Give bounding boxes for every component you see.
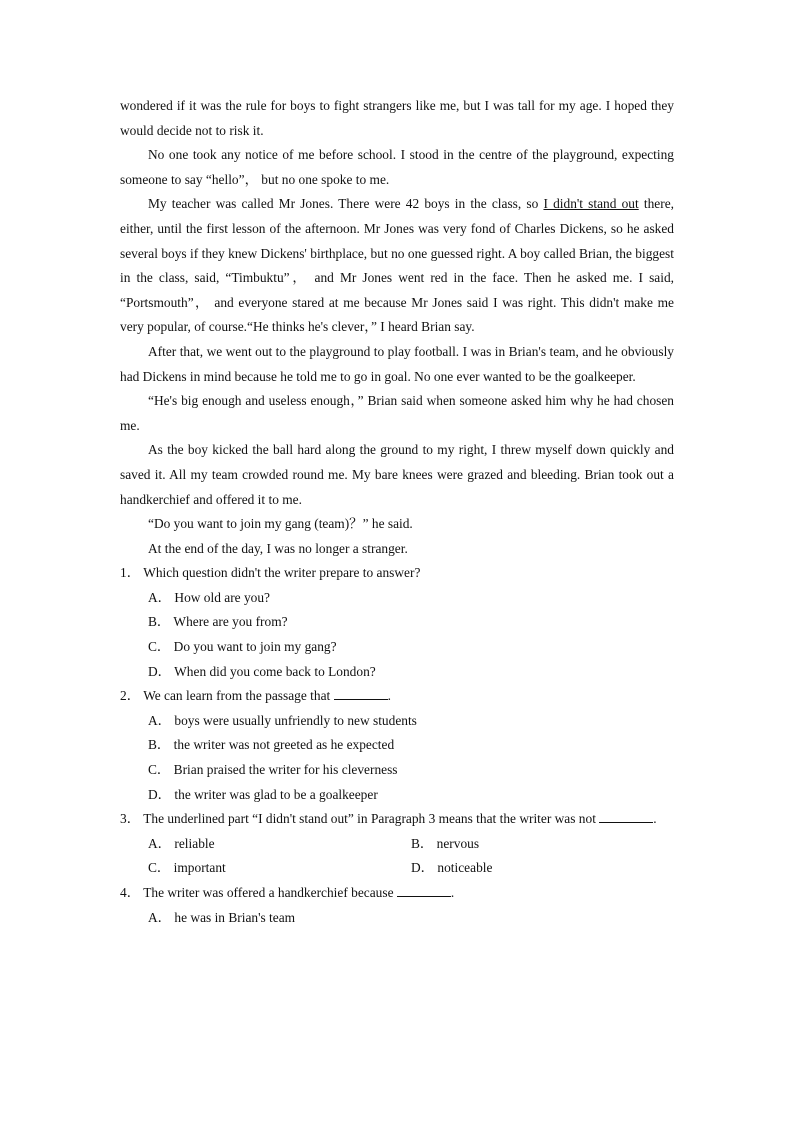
answer-option: C． important	[148, 860, 226, 876]
text-run: My teacher was called Mr Jones. There were 42 boys in the class, so	[148, 196, 544, 212]
passage-paragraph	[120, 192, 674, 340]
passage-paragraph: After that, we went out to the playground to play football. I was in Brian's team, and he obviously had Dickens in mind because he told me to go in goal. No one ever wanted to be the goalkeeper.	[120, 343, 674, 384]
answer-option: D． noticeable	[411, 860, 493, 876]
answer-option: D． the writer was glad to be a goalkeeper	[148, 786, 378, 802]
text-run: .	[450, 885, 455, 900]
passage-paragraph: As the boy kicked the ball hard along the ground to my right, I threw myself down quickly and saved it. All my team crowded round me. My bare knees were grazed and bleeding. Brian took out a handkerchief and offered it to me.	[120, 442, 674, 507]
answer-option: D． When did you come back to London?	[148, 663, 376, 679]
answer-option: B． nervous	[411, 835, 480, 851]
text-run: 4． The writer was offered a handkerchief because	[120, 885, 397, 900]
answer-option: A． How old are you?	[148, 589, 270, 605]
answer-blank	[334, 687, 388, 700]
passage-paragraph: At the end of the day, I was no longer a stranger.	[148, 540, 408, 556]
passage-paragraph: No one took any notice of me before school. I stood in the centre of the playground, expecting someone to say “hello”， but no one spoke to me.	[120, 147, 674, 187]
answer-blank	[397, 884, 451, 897]
answer-option: A． reliable	[148, 835, 215, 851]
question-stem	[120, 881, 674, 906]
passage-paragraph: wondered if it was the rule for boys to fight strangers like me, but I was tall for my age. I hoped they would decide not to risk it.	[120, 98, 674, 138]
answer-option: B． Where are you from?	[148, 614, 288, 630]
passage-paragraph: “Do you want to join my gang (team)？” he said.	[148, 516, 413, 532]
text-run: 3． The underlined part “I didn't stand out” in Paragraph 3 means that the writer was not	[120, 811, 600, 827]
answer-blank	[599, 810, 653, 823]
answer-option: C． Brian praised the writer for his cleverness	[148, 762, 398, 778]
text-run: 2． We can learn from the passage that	[120, 688, 334, 704]
answer-option: B． the writer was not greeted as he expected	[148, 737, 395, 753]
answer-option: A． boys were usually unfriendly to new students	[148, 712, 417, 728]
text-run: .	[653, 811, 657, 827]
answer-option: A． he was in Brian's team	[148, 909, 296, 925]
question-stem: 1． Which question didn't the writer prepare to answer?	[120, 565, 421, 581]
text-run: .	[387, 688, 391, 704]
option-row	[148, 832, 674, 857]
question-stem	[120, 684, 674, 709]
answer-option: C． Do you want to join my gang?	[148, 639, 337, 655]
underlined-phrase: I didn't stand out	[543, 196, 639, 212]
option-row	[148, 856, 674, 881]
document-content	[120, 94, 674, 930]
text-run: there, either, until the first lesson of the afternoon. Mr Jones was very fond of Charles Dickens, so he asked several boys if they knew Dickens' birthplace, but no one guessed right. A boy called Brian, the biggest in the class, said, “Timbuktu”， and Mr Jones went red in the face. Then he asked me. I said, “Portsmouth”， and everyone stared at me because Mr Jones said I was right. This didn't make me very popular, of course.“He thinks he's clever，” I heard Brian say.	[120, 196, 674, 335]
question-stem	[120, 807, 674, 832]
passage-paragraph: “He's big enough and useless enough，” Brian said when someone asked him why he had chosen me.	[120, 393, 674, 433]
